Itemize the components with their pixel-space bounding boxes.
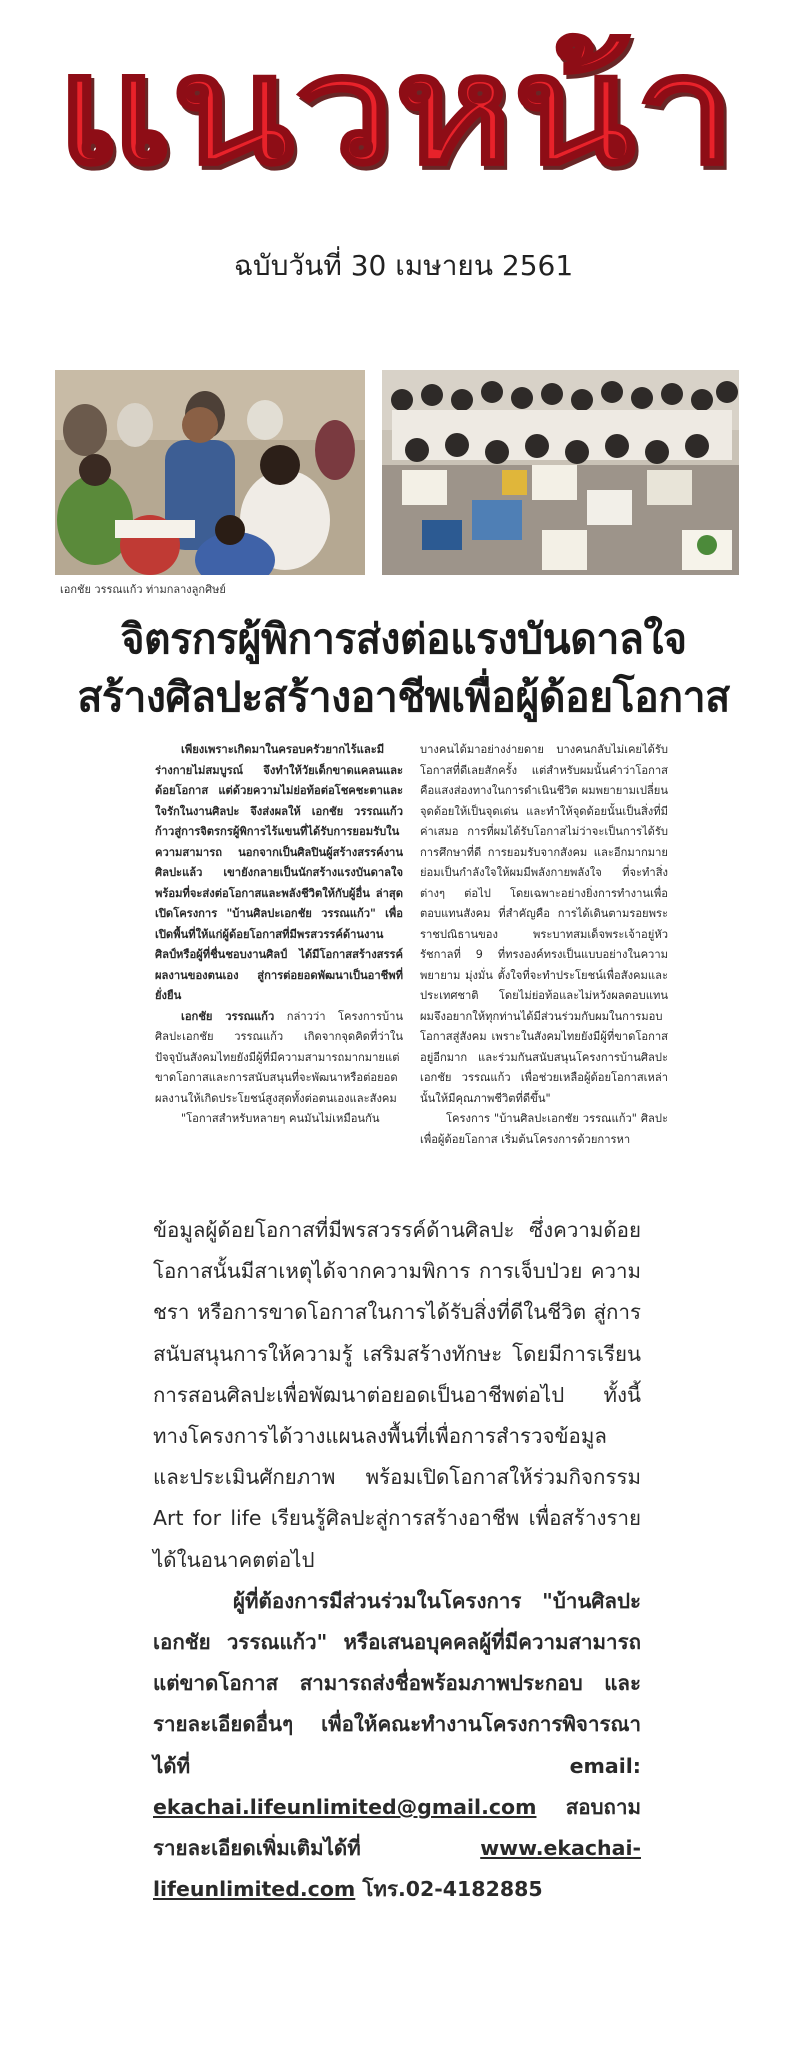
contact-paragraph	[153, 1581, 641, 1911]
article-column-2	[420, 740, 668, 1150]
photo-teaching	[55, 370, 365, 575]
article-lead: เพียงเพราะเกิดมาในครอบครัวยากไร้และมีร่างกายไม่สมบูรณ์ จึงทำให้วัยเด็กขาดแคลนและด้อยโอกาส แต่ด้วยความไม่ย่อท้อต่อโชคชะตาและใจรักในงานศิลปะ จึงส่งผลให้ เอกชัย วรรณแก้ว ก้าวสู่การจิตรกรผู้พิการไร้แขนที่ได้รับการยอมรับในความสามารถ นอกจากเป็นศิลปินผู้สร้างสรรค์งานศิลปะแล้ว เขายังกลายเป็นนักสร้างแรงบันดาลใจ พร้อมที่จะส่งต่อโอกาสและพลังชีวิตให้กับผู้อื่น ล่าสุดเปิดโครงการ "บ้านศิลปะเอกชัย วรรณแก้ว" เพื่อเปิดพื้นที่ให้แก่ผู้ด้อยโอกาสที่มีพรสวรรค์ด้านงานศิลป์หรือผู้ที่ชื่นชอบงานศิลป์ ได้มีโอกาสสร้างสรรค์ผลงานของตนเอง สู่การต่อยอดพัฒนาเป็นอาชีพที่ยั่งยืน	[155, 743, 403, 1002]
contact-intro: ผู้ที่ต้องการมีส่วนร่วมในโครงการ "บ้านศิลปะเอกชัย วรรณแก้ว" หรือเสนอบุคคลผู้ที่มีความสามารถแต่ขาดโอกาส สามารถส่งชื่อพร้อมภาพประกอบ และรายละเอียดอื่นๆ เพื่อให้คณะทำงานโครงการพิจารณาได้ที่ email:	[153, 1588, 641, 1778]
photo-caption: เอกชัย วรรณแก้ว ท่ามกลางลูกศิษย์	[60, 583, 226, 596]
website-link[interactable]: www.ekachai-lifeunlimited.com	[153, 1836, 641, 1902]
masthead-title: แนวหน้า	[56, 24, 736, 198]
article-byline: เอกชัย วรรณแก้ว	[181, 1009, 275, 1023]
headline-line-2: สร้างศิลปะสร้างอาชีพเพื่อผู้ด้อยโอกาส	[77, 673, 730, 721]
article-column-1	[155, 740, 403, 1130]
contact-email-link[interactable]: ekachai.lifeunlimited@gmail.com	[153, 1794, 537, 1819]
article-paragraph: โครงการ "บ้านศิลปะเอกชัย วรรณแก้ว" ศิลปะเพื่อผู้ด้อยโอกาส เริ่มต้นโครงการด้วยการหา	[420, 1112, 668, 1146]
article-paragraph-text: กล่าวว่า โครงการบ้านศิลปะเอกชัย วรรณแก้ว เกิดจากจุดคิดที่ว่าในปัจจุบันสังคมไทยยังมีผู้ที่มีความสามารถมากมายแต่ขาดโอกาสและการสนับสนุนที่จะพัฒนาหรือต่อยอดผลงานให้เกิดประโยชน์สูงสุดทั้งต่อตนเองและสังคม	[155, 1009, 404, 1105]
article-paragraph	[155, 1007, 403, 1110]
photo-group	[382, 370, 739, 575]
newspaper-masthead	[46, 12, 746, 202]
article-quote: บางคนได้มาอย่างง่ายดาย บางคนกลับไม่เคยได้รับโอกาสที่ดีเลยสักครั้ง แต่สำหรับผมนั้นคำว่าโอกาสคือแสงส่องทางในการดำเนินชีวิต ผมพยายามเปลี่ยนจุดด้อยให้เป็นจุดเด่น และทำให้จุดด้อยนั้นเป็นสิ่งที่มีค่าเสมอ การที่ผมได้รับโอกาสไม่ว่าจะเป็นการได้รับการศึกษาที่ดี การยอมรับจากสังคม และอีกมากมาย ย่อมเป็นกำลังใจให้ผมมีพลังกายพลังใจ ที่จะทำสิ่งต่างๆ ต่อไป โดยเฉพาะอย่างยิ่งการทำงานเพื่อตอบแทนสังคม ที่สำคัญคือ การได้เดินตามรอยพระราชปณิธานของ พระบาทสมเด็จพระเจ้าอยู่หัว รัชกาลที่ 9 ที่ทรงองค์ทรงเป็นแบบอย่างในความพยายาม มุ่งมั่น ตั้งใจที่จะทำประโยชน์เพื่อสังคมและประเทศชาติ โดยไม่ย่อท้อและไม่หวังผลตอบแทน ผมจึงอยากให้ทุกท่านได้มีส่วนร่วมกับผมในการมอบโอกาสสู่สังคม เพราะในสังคมไทยยังมีผู้ที่ขาดโอกาสอยู่อีกมาก และร่วมกันสนับสนุนโครงการบ้านศิลปะเอกชัย วรรณแก้ว เพื่อช่วยเหลือผู้ด้อยโอกาสเหล่านั้นให้มีคุณภาพชีวิตที่ดีขึ้น"	[420, 743, 668, 1105]
masthead-logo	[46, 12, 746, 202]
article-quote-start: "โอกาสสำหรับหลายๆ คนมันไม่เหมือนกัน	[181, 1112, 380, 1125]
continuation-body: ข้อมูลผู้ด้อยโอกาสที่มีพรสวรรค์ด้านศิลปะ ซึ่งความด้อยโอกาสนั้นมีสาเหตุได้จากความพิการ การเจ็บป่วย ความชรา หรือการขาดโอกาสในการได้รับสิ่งที่ดีในชีวิต สู่การสนับสนุนการให้ความรู้ เสริมสร้างทักษะ โดยมีการเรียนการสอนศิลปะเพื่อพัฒนาต่อยอดเป็นอาชีพต่อไป ทั้งนี้ ทางโครงการได้วางแผนลงพื้นที่เพื่อการสำรวจข้อมูลและประเมินศักยภาพ พร้อมเปิดโอกาสให้ร่วมกิจกรรม Art for life เรียนรู้ศิลปะสู่การสร้างอาชีพ เพื่อสร้างรายได้ในอนาคตต่อไป	[153, 1218, 641, 1572]
article-continuation	[153, 1210, 641, 1910]
more-info-text: สอบถามรายละเอียดเพิ่มเติมได้ที่	[153, 1794, 641, 1861]
headline-line-1: จิตรกรผู้พิการส่งต่อแรงบันดาลใจ	[120, 615, 687, 663]
edition-date: ฉบับวันที่ 30 เมษายน 2561	[233, 249, 574, 282]
phone-number: โทร.02-4182885	[362, 1877, 543, 1902]
